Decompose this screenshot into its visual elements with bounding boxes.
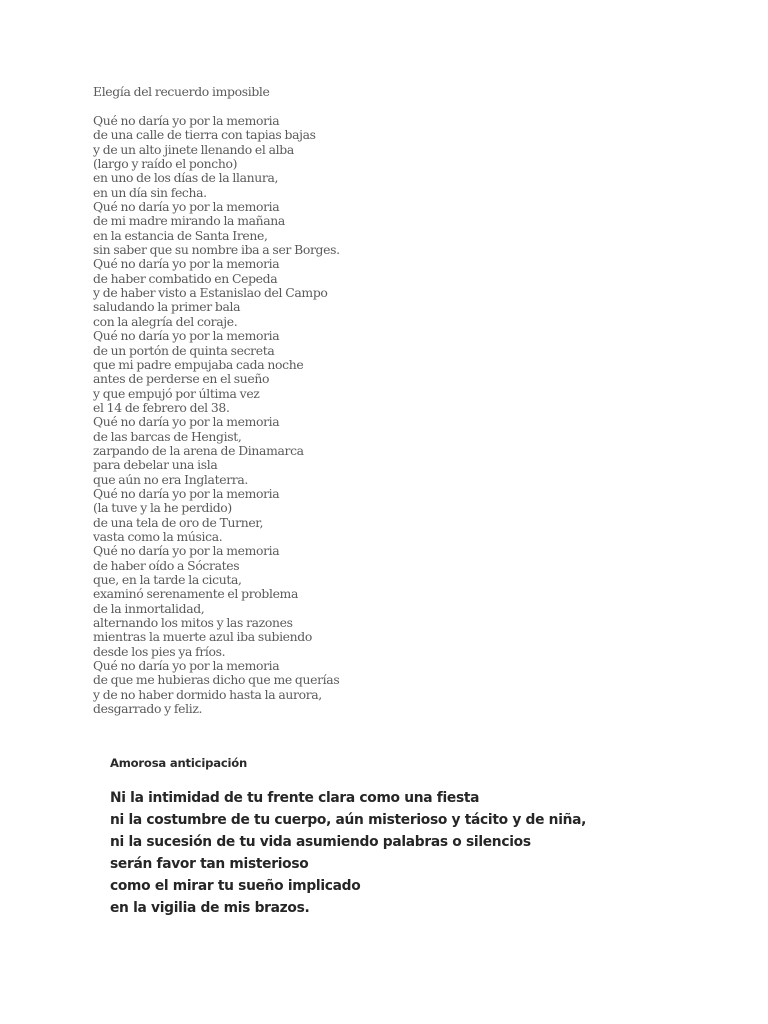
poem-line: y que empujó por última vez <box>93 385 260 401</box>
poem-line: en un día sin fecha. <box>93 184 207 200</box>
poem-line: Qué no daría yo por la memoria <box>93 256 280 272</box>
poem-line: desde los pies ya fríos. <box>93 643 226 659</box>
poem-line: y de no haber dormido hasta la aurora, <box>93 686 322 702</box>
poem-elegia <box>93 84 340 716</box>
poem-line: y de haber visto a Estanislao del Campo <box>93 285 328 301</box>
poem-line: ni la costumbre de tu cuerpo, aún misterioso y tácito y de niña, <box>110 812 587 828</box>
poem-line: Qué no daría yo por la memoria <box>93 199 280 215</box>
poem-line: de haber oído a Sócrates <box>93 557 240 573</box>
poem-line: en la estancia de Santa Irene, <box>93 227 268 243</box>
poem-line: que aún no era Inglaterra. <box>93 471 248 487</box>
poem-line: de haber combatido en Cepeda <box>93 270 278 286</box>
poem-line: de la inmortalidad, <box>93 600 205 616</box>
poem-line: de las barcas de Hengist, <box>93 428 242 444</box>
poem-line: para debelar una isla <box>93 457 218 473</box>
poem-line: Ni la intimidad de tu frente clara como una fiesta <box>110 790 480 806</box>
poem-body <box>93 114 340 716</box>
poem-line: sin saber que su nombre iba a ser Borges. <box>93 242 340 258</box>
poem-line: Qué no daría yo por la memoria <box>93 113 280 128</box>
poem-line: Qué no daría yo por la memoria <box>93 414 280 430</box>
poem-line: vasta como la música. <box>93 528 223 544</box>
poem-line: antes de perderse en el sueño <box>93 371 270 387</box>
poem-amorosa-anticipacion <box>110 755 586 919</box>
poem-line: de un portón de quinta secreta <box>93 342 275 358</box>
poem-line: con la alegría del coraje. <box>93 313 238 329</box>
poem-line: (largo y raído el poncho) <box>93 156 238 172</box>
poem-line: de una calle de tierra con tapias bajas <box>93 127 316 143</box>
poem-line: como el mirar tu sueño implicado <box>110 878 361 894</box>
poem-line: y de un alto jinete llenando el alba <box>93 141 294 157</box>
poem-line: Qué no daría yo por la memoria <box>93 328 280 344</box>
poem-line: zarpando de la arena de Dinamarca <box>93 442 304 458</box>
poem-line: de que me hubieras dicho que me querías <box>93 672 340 688</box>
poem-line: serán favor tan misterioso <box>110 856 309 872</box>
poem-line: Qué no daría yo por la memoria <box>93 485 280 501</box>
poem-line: desgarrado y feliz. <box>93 701 203 717</box>
poem-line: en uno de los días de la llanura, <box>93 170 279 186</box>
poem-title: Amorosa anticipación <box>110 756 248 770</box>
poem-line: ni la sucesión de tu vida asumiendo palabras o silencios <box>110 834 531 850</box>
poem-line: que mi padre empujaba cada noche <box>93 356 304 372</box>
poem-line: de mi madre mirando la mañana <box>93 213 285 229</box>
poem-line: saludando la primer bala <box>93 299 241 315</box>
poem-line: Qué no daría yo por la memoria <box>93 543 280 559</box>
poem-line: examinó serenamente el problema <box>93 586 298 602</box>
poem-line: que, en la tarde la cicuta, <box>93 572 242 587</box>
poem-line: alternando los mitos y las razones <box>93 615 293 631</box>
poem-line: (la tuve y la he perdido) <box>93 500 232 516</box>
poem-line: mientras la muerte azul iba subiendo <box>93 629 312 645</box>
poem-line: el 14 de febrero del 38. <box>93 399 230 415</box>
poem-line: en la vigilia de mis brazos. <box>110 900 310 916</box>
poem-line: Qué no daría yo por la memoria <box>93 658 280 674</box>
poem-title: Elegía del recuerdo imposible <box>93 84 270 99</box>
poem-body <box>110 787 586 919</box>
poem-line: de una tela de oro de Turner, <box>93 514 264 530</box>
